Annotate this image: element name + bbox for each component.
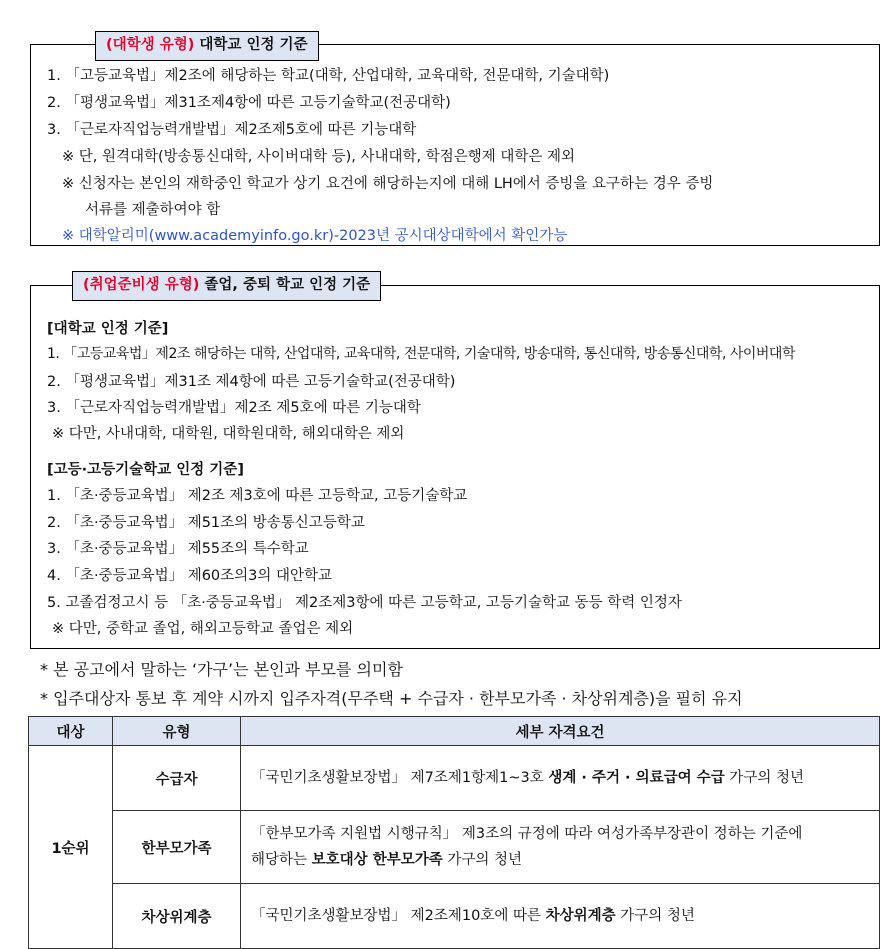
header-requirements: 세부 자격요건 bbox=[241, 717, 880, 746]
univ-criteria-heading: [대학교 인정 기준] bbox=[47, 321, 169, 337]
req-text-line2: 해당하는 bbox=[251, 852, 312, 868]
s2-hs-item-1: 1. 「초·중등교육법」 제2조 제3호에 따른 고등학교, 고등기술학교 bbox=[47, 488, 468, 504]
s1-item-3: 3. 「근로자직업능력개발법」제2조제5호에 따른 기능대학 bbox=[47, 122, 417, 138]
s2-univ-item-2: 2. 「평생교육법」제31조 제4항에 따른 고등기술학교(전공대학) bbox=[47, 374, 456, 390]
household-footnote: * 본 공고에서 말하는 ‘가구’는 본인과 부모를 의미함 bbox=[40, 660, 403, 679]
requirement-cell bbox=[241, 746, 880, 811]
table-row bbox=[29, 746, 880, 811]
hs-criteria-heading: [고등·고등기술학교 인정 기준] bbox=[47, 462, 244, 478]
university-criteria-tab bbox=[95, 31, 319, 61]
requirement-cell bbox=[241, 884, 880, 949]
header-type: 유형 bbox=[113, 717, 241, 746]
s2-hs-note: ※ 다만, 중학교 졸업, 해외고등학교 졸업은 제외 bbox=[52, 621, 354, 637]
s2-univ-item-1: 1. 「고등교육법」제2조 해당하는 대학, 산업대학, 교육대학, 전문대학, 기술대학, 방송대학, 통신대학, 방송통신대학, 사이버대학 bbox=[47, 346, 795, 362]
header-target: 대상 bbox=[29, 717, 113, 746]
s1-item-2: 2. 「평생교육법」제31조제4항에 따른 고등기술학교(전공대학) bbox=[47, 95, 451, 111]
graduation-criteria-title: 졸업, 중퇴 학교 인정 기준 bbox=[199, 277, 371, 293]
university-criteria-title: 대학교 인정 기준 bbox=[194, 37, 308, 53]
type-cell: 수급자 bbox=[113, 746, 241, 811]
rank-cell: 1순위 bbox=[29, 746, 113, 949]
requirement-cell bbox=[241, 811, 880, 884]
table-row bbox=[29, 811, 880, 884]
academyinfo-note: ※ 대학알리미(www.academyinfo.go.kr)-2023년 공시대상대학에서 확인가능 bbox=[62, 228, 568, 244]
req-bold-text: 차상위계층 bbox=[545, 908, 616, 924]
s1-item-1: 1. 「고등교육법」제2조에 해당하는 학교(대학, 산업대학, 교육대학, 전문대학, 기술대학) bbox=[47, 68, 610, 84]
s1-note-1: ※ 단, 원격대학(방송통신대학, 사이버대학 등), 사내대학, 학점은행제 대학은 제외 bbox=[62, 149, 575, 165]
eligibility-footnote: * 입주대상자 통보 후 계약 시까지 입주자격(무주택 + 수급자 · 한부모가족 · 차상위계층)을 필히 유지 bbox=[40, 689, 743, 708]
type-cell: 한부모가족 bbox=[113, 811, 241, 884]
req-bold-text: 생계 · 주거 · 의료급여 수급 bbox=[548, 770, 725, 786]
job-seeker-type-label: (취업준비생 유형) bbox=[83, 277, 200, 293]
s2-hs-item-2: 2. 「초·중등교육법」 제51조의 방송통신고등학교 bbox=[47, 515, 365, 531]
s2-hs-item-3: 3. 「초·중등교육법」 제55조의 특수학교 bbox=[47, 541, 309, 557]
s1-note-2: ※ 신청자는 본인의 재학중인 학교가 상기 요건에 해당하는지에 대해 LH에서 증빙을 요구하는 경우 증빙 bbox=[62, 176, 714, 192]
req-text: 「국민기초생활보장법」 제7조제1항제1~3호 bbox=[251, 770, 549, 786]
s1-note-2-cont: 서류를 제출하여야 함 bbox=[85, 202, 221, 218]
graduation-criteria-tab bbox=[72, 271, 381, 301]
table-header-row bbox=[29, 717, 880, 746]
req-text: 「국민기초생활보장법」 제2조제10호에 따른 bbox=[251, 908, 546, 924]
req-text-end: 가구의 청년 bbox=[615, 908, 695, 924]
s2-hs-item-4: 4. 「초·중등교육법」 제60조의3의 대안학교 bbox=[47, 568, 333, 584]
type-cell: 차상위계층 bbox=[113, 884, 241, 949]
s2-hs-item-5: 5. 고졸검정고시 등 「초·중등교육법」 제2조제3항에 따른 고등학교, 고등기술학교 동등 학력 인정자 bbox=[47, 595, 682, 611]
s2-univ-note: ※ 다만, 사내대학, 대학원, 대학원대학, 해외대학은 제외 bbox=[52, 426, 405, 442]
req-text-end: 가구의 청년 bbox=[442, 852, 523, 868]
eligibility-table bbox=[28, 716, 880, 949]
s2-univ-item-3: 3. 「근로자직업능력개발법」제2조 제5호에 따른 기능대학 bbox=[47, 400, 421, 416]
req-bold-text: 보호대상 한부모가족 bbox=[311, 852, 443, 868]
req-text-end: 가구의 청년 bbox=[724, 770, 804, 786]
req-text: 「한부모가족 지원법 시행규칙」 제3조의 규정에 따라 여성가족부장관이 정하는 기준에 bbox=[251, 826, 803, 842]
table-row bbox=[29, 884, 880, 949]
student-type-label: (대학생 유형) bbox=[106, 37, 195, 53]
